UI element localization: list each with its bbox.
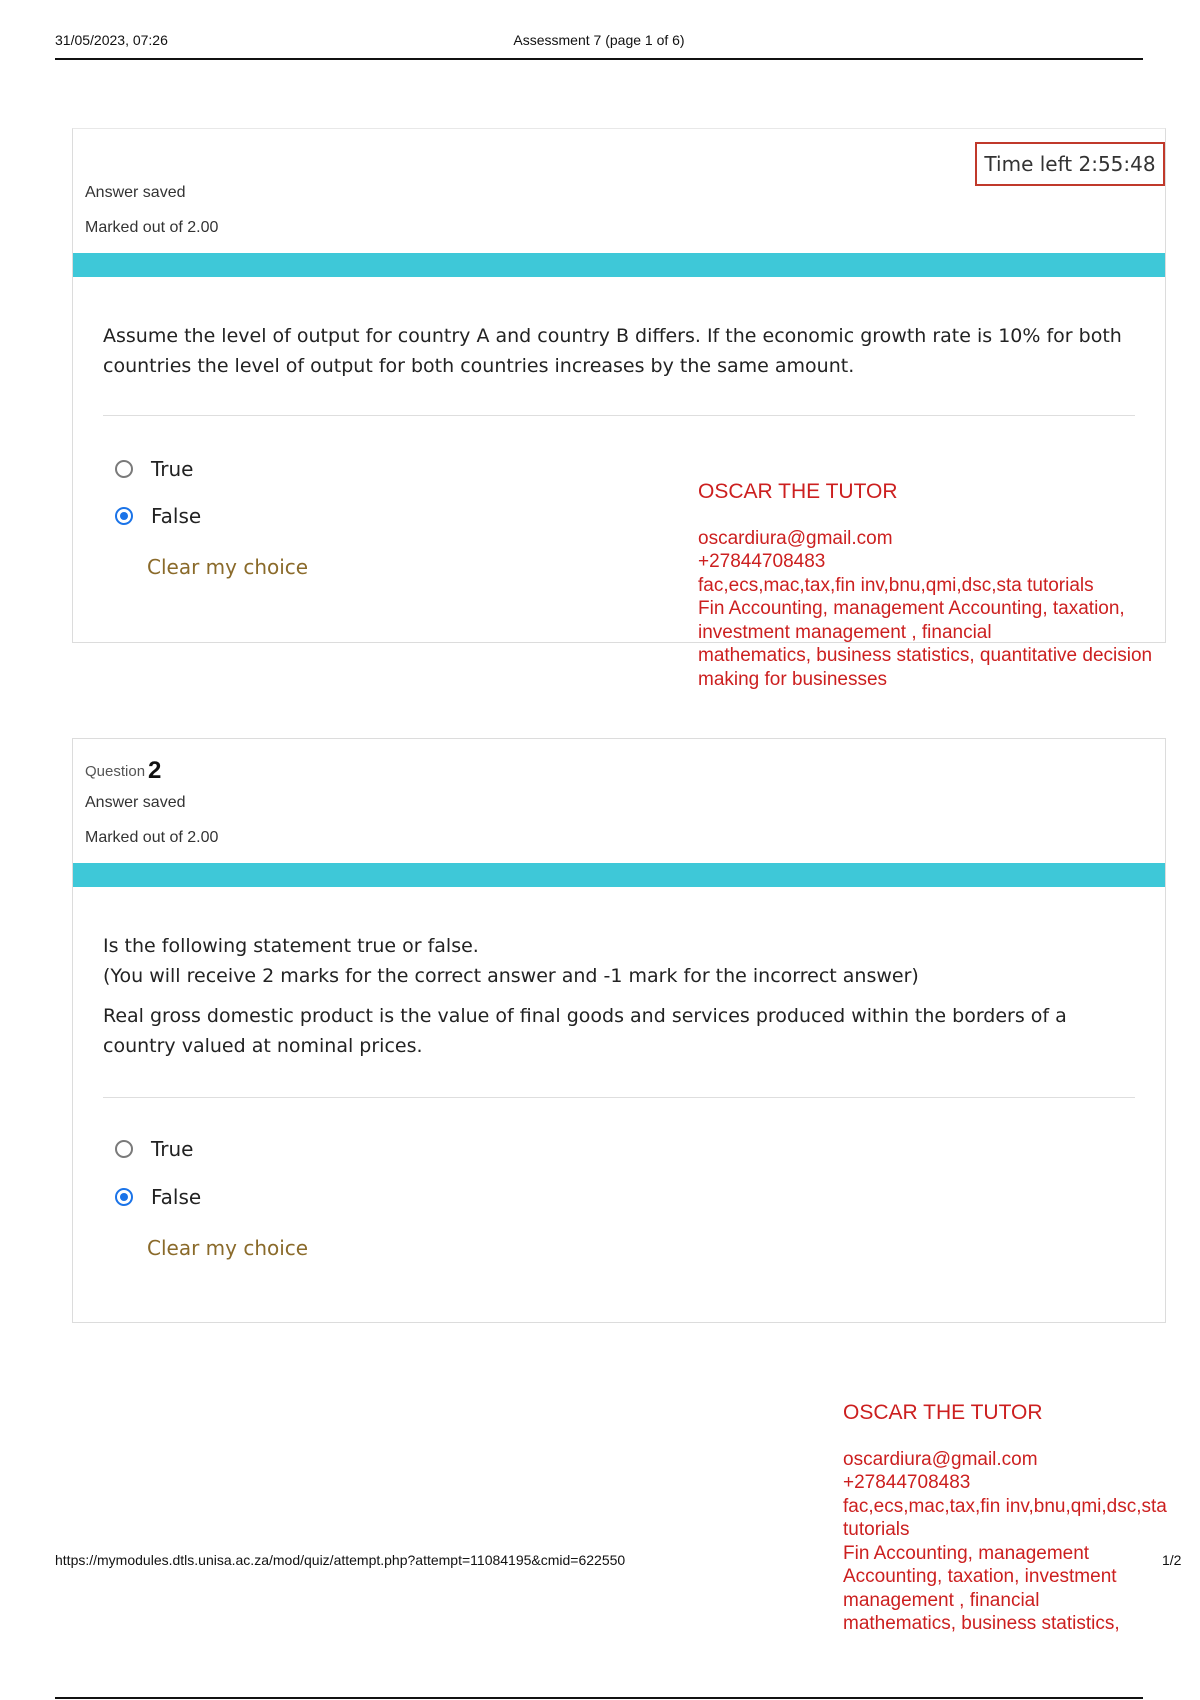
clear-choice-link[interactable]: Clear my choice [147, 1236, 309, 1260]
footer-page-number: 1/2 [1162, 1552, 1182, 1568]
print-title: Assessment 7 (page 1 of 6) [513, 32, 685, 48]
option-true[interactable] [115, 1134, 193, 1164]
question-grade: Marked out of 2.00 [85, 219, 219, 236]
radio-true[interactable] [115, 460, 133, 478]
divider [103, 1097, 1135, 1098]
radio-true[interactable] [115, 1140, 133, 1158]
option-true[interactable] [115, 454, 193, 484]
print-header [55, 32, 1143, 60]
divider [103, 415, 1135, 416]
question-paragraph: Assume the level of output for country A and country B differs. If the economic growth rate is 10% for both countries the level of output for both countries increases by the same amount. [103, 325, 1122, 377]
option-label: True [151, 1137, 194, 1161]
question-state: Answer saved [85, 184, 186, 201]
radio-false[interactable] [115, 1188, 133, 1206]
option-false[interactable] [115, 1182, 201, 1212]
question-paragraph: Real gross domestic product is the value of final goods and services produced within the borders of a country valued at nominal prices. [103, 1005, 1067, 1057]
watermark-title: OSCAR THE TUTOR [698, 479, 898, 503]
print-date: 31/05/2023, 07:26 [55, 32, 168, 48]
question-text [103, 931, 1135, 1061]
radio-false[interactable] [115, 507, 133, 525]
clear-choice-link[interactable]: Clear my choice [147, 555, 309, 579]
question-header-bar [73, 253, 1165, 277]
question-state: Answer saved [85, 794, 186, 811]
question-header-bar [73, 863, 1165, 887]
watermark-body: oscardiura@gmail.com +27844708483 fac,ecs,mac,tax,fin inv,bnu,qmi,dsc,sta tutorials Fin Accounting, management Accounting, taxation, investment management , financial mathematics, business statistics, quantitative decision making for businesses [698, 527, 1153, 690]
tutor-watermark [698, 456, 1198, 715]
question-text [103, 321, 1135, 381]
option-label: False [151, 1185, 202, 1209]
question-paragraph: Is the following statement true or false. (You will receive 2 marks for the correct answer and -1 mark for the incorrect answer) [103, 935, 919, 987]
question-grade: Marked out of 2.00 [85, 829, 219, 846]
watermark-body: oscardiura@gmail.com +27844708483 fac,ecs,mac,tax,fin inv,bnu,qmi,dsc,sta tutorials Fin Accounting, management Accounting, taxation, investment management , financial mathematics, business statistics, [843, 1448, 1167, 1634]
option-label: True [151, 457, 194, 481]
footer-url: https://mymodules.dtls.unisa.ac.za/mod/quiz/attempt.php?attempt=11084195&cmid=622550 [55, 1552, 626, 1568]
option-label: False [151, 504, 202, 528]
question-number: Question 2 [85, 757, 162, 784]
option-false[interactable] [115, 501, 201, 531]
time-left-timer: Time left 2:55:48 [975, 142, 1165, 186]
footer-rule [55, 1697, 1143, 1699]
watermark-title: OSCAR THE TUTOR [843, 1400, 1043, 1424]
question-card-2 [72, 738, 1166, 1323]
tutor-watermark [843, 1377, 1200, 1659]
